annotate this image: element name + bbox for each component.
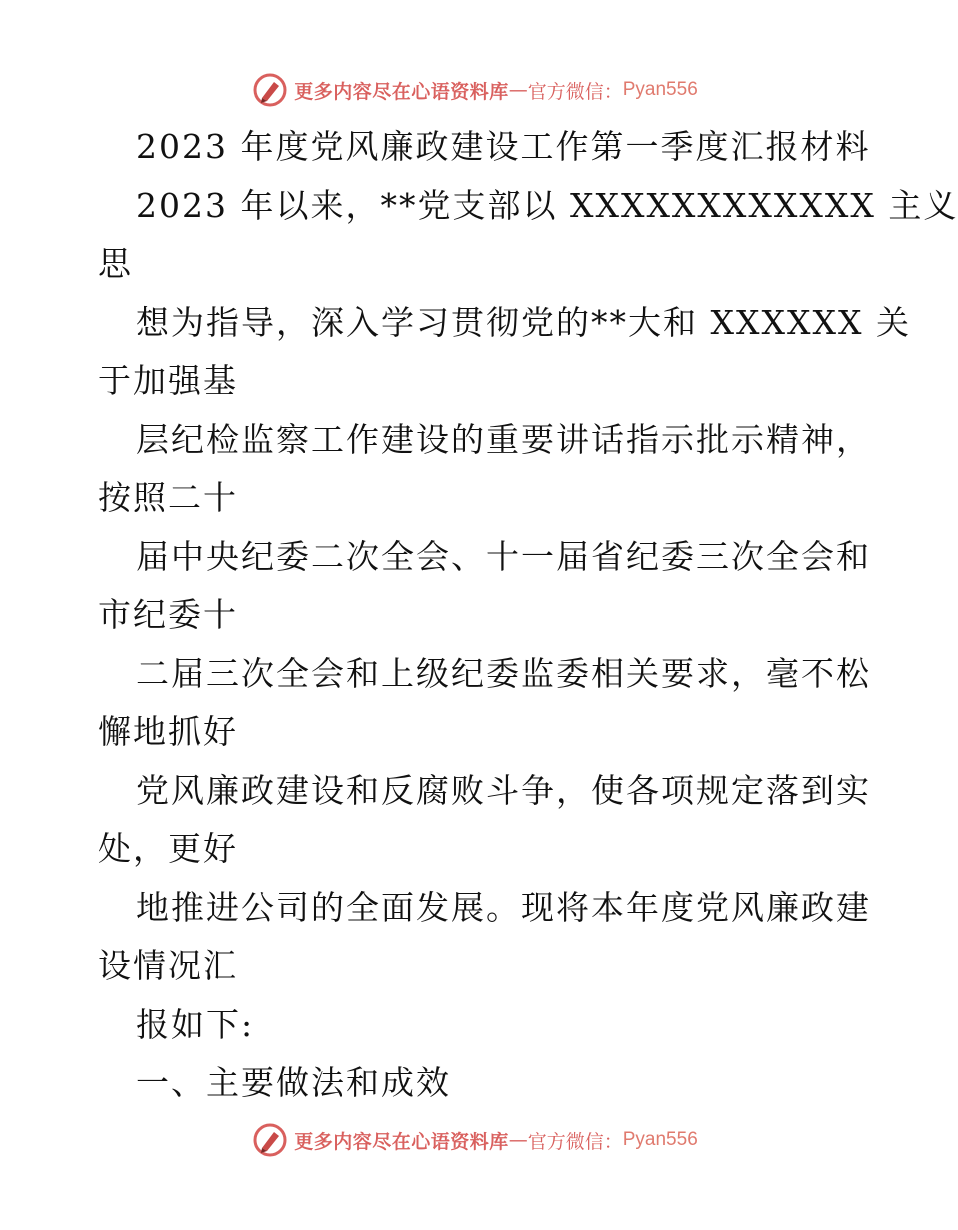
text-line: 层纪检监察工作建设的重要讲话指示批示精神， xyxy=(136,419,871,459)
watermark-wechat-id: Pyan556 xyxy=(622,79,698,100)
text-line: 懈地抓好 xyxy=(98,712,238,751)
watermark-main-text: 更多内容尽在心语资料库 xyxy=(294,80,509,103)
watermark-header xyxy=(0,70,950,110)
text-line: 市纪委十 xyxy=(98,595,238,634)
text-line: 2023 年以来，**党支部以 XXXXXXXXXXXX 主义 xyxy=(136,185,958,225)
watermark-wechat-label: 官方微信： xyxy=(527,80,623,103)
text-line: 想为指导，深入学习贯彻党的**大和 XXXXXX 关 xyxy=(136,302,911,342)
text-line: 届中央纪委二次全会、十一届省纪委三次全会和 xyxy=(136,536,871,576)
text-line: 于加强基 xyxy=(98,361,238,400)
document-title: 2023 年度党风廉政建设工作第一季度汇报材料 xyxy=(136,127,871,166)
text-line: 报如下: xyxy=(136,1004,255,1044)
watermark-dash: — xyxy=(508,79,528,101)
text-line: 按照二十 xyxy=(98,478,238,517)
text-line: 思 xyxy=(98,244,133,283)
watermark-dash: — xyxy=(508,1129,528,1151)
watermark-footer xyxy=(0,1120,950,1160)
watermark-main-text: 更多内容尽在心语资料库 xyxy=(294,1130,509,1153)
text-line: 党风廉政建设和反腐败斗争，使各项规定落到实 xyxy=(136,770,871,810)
pen-logo-icon xyxy=(252,1122,288,1158)
text-line: 地推进公司的全面发展。现将本年度党风廉政建 xyxy=(136,887,871,927)
text-line: 设情况汇 xyxy=(98,946,238,985)
pen-logo-icon xyxy=(252,72,288,108)
document-body xyxy=(98,118,958,1113)
watermark-wechat-label: 官方微信： xyxy=(527,1130,623,1153)
text-line: 二届三次全会和上级纪委监委相关要求，毫不松 xyxy=(136,653,871,693)
text-line: 一、主要做法和成效 xyxy=(136,1063,451,1102)
text-line: 处，更好 xyxy=(98,829,238,868)
watermark-wechat-id: Pyan556 xyxy=(622,1129,698,1150)
